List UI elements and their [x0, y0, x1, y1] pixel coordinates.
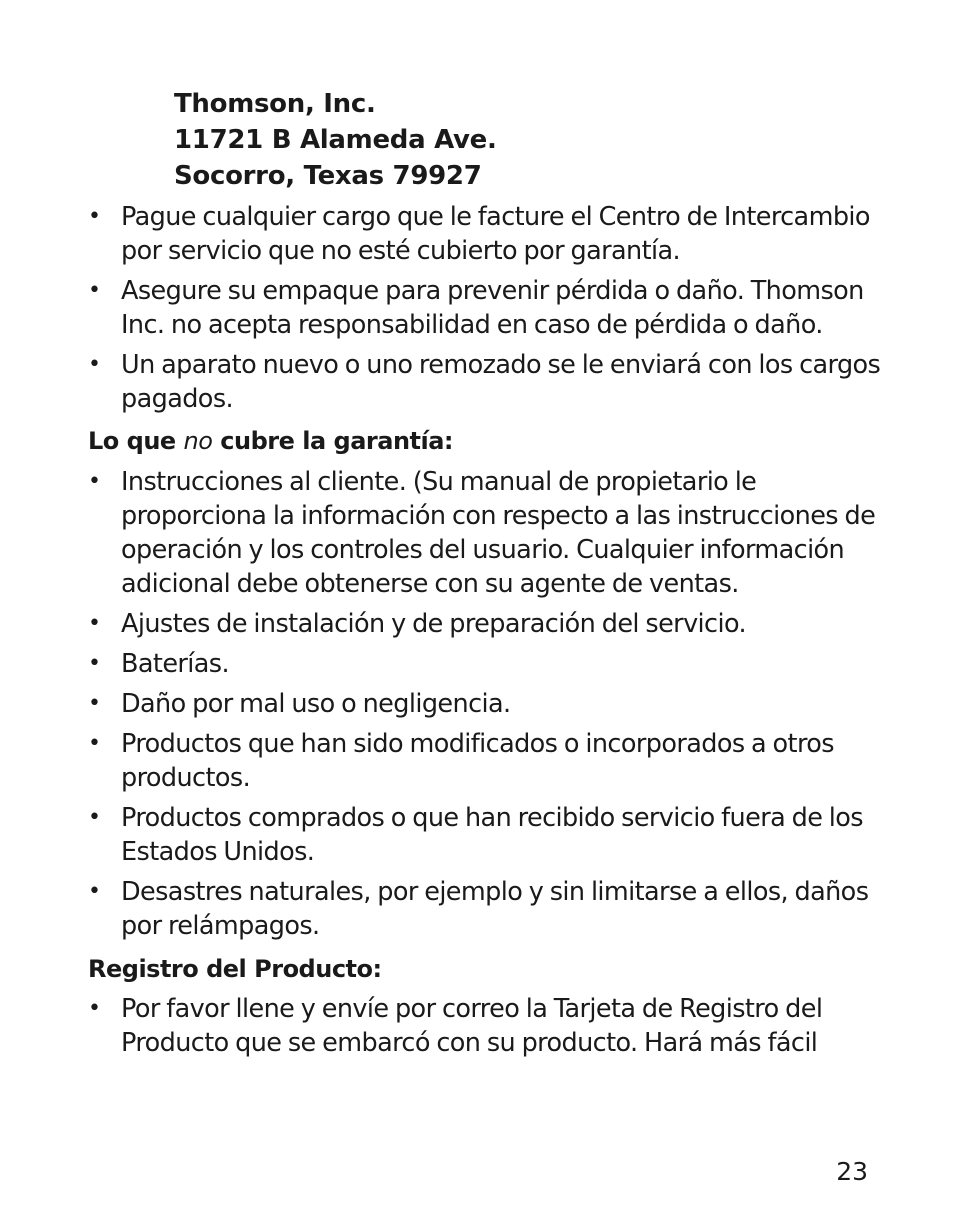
- bullet: •: [88, 469, 101, 494]
- list-item-text: Pague cualquier cargo que le facture el Centro de Intercambio por servicio que no esté cubierto por garantía.: [121, 202, 870, 266]
- list-item-text: Productos que han sido modificados o incorporados a otros productos.: [121, 729, 834, 793]
- registration-list: [88, 992, 888, 1066]
- list-item: [88, 687, 888, 721]
- heading-not-covered-prefix: Lo que: [88, 427, 184, 455]
- list-item: [88, 647, 888, 681]
- list-item-text: Ajustes de instalación y de preparación del servicio.: [121, 609, 747, 639]
- list-item: [88, 274, 888, 342]
- list-item-text: Instrucciones al cliente. (Su manual de propietario le proporciona la información con respecto a las instrucciones de operación y los controles del usuario. Cualquier información adicional debe obtenerse con su agente de ventas.: [121, 467, 876, 599]
- list-item-text: Un aparato nuevo o uno remozado se le enviará con los cargos pagados.: [121, 350, 881, 414]
- list-item-text: Por favor llene y envíe por correo la Tarjeta de Registro del Producto que se embarcó con su producto. Hará más fácil: [121, 994, 823, 1058]
- heading-not-covered-suffix: cubre la garantía:: [212, 427, 454, 455]
- bullet: •: [88, 879, 101, 904]
- list-item: [88, 200, 888, 268]
- bullet: •: [88, 278, 101, 303]
- heading-registration: Registro del Producto:: [88, 955, 382, 983]
- list-item: [88, 607, 888, 641]
- heading-not-covered: [88, 424, 453, 458]
- page-number: 23: [836, 1157, 868, 1186]
- list-item-text: Asegure su empaque para prevenir pérdida o daño. Thomson Inc. no acepta responsabilidad en caso de pérdida o daño.: [121, 276, 864, 340]
- return-address: [174, 86, 497, 194]
- bullet: •: [88, 204, 101, 229]
- list-item: [88, 348, 888, 416]
- address-line-city: Socorro, Texas 79927: [174, 161, 482, 191]
- bullet: •: [88, 805, 101, 830]
- list-item: [88, 727, 888, 795]
- heading-not-covered-emphasis: no: [183, 427, 213, 455]
- not-covered-list: [88, 465, 888, 949]
- list-item-text: Productos comprados o que han recibido servicio fuera de los Estados Unidos.: [121, 803, 863, 867]
- list-item: [88, 992, 888, 1060]
- bullet: •: [88, 731, 101, 756]
- bullet: •: [88, 996, 101, 1021]
- shipping-instructions-list: [88, 200, 888, 422]
- bullet: •: [88, 611, 101, 636]
- list-item: [88, 465, 888, 601]
- list-item-text: Desastres naturales, por ejemplo y sin limitarse a ellos, daños por relámpagos.: [121, 877, 869, 941]
- bullet: •: [88, 691, 101, 716]
- bullet: •: [88, 651, 101, 676]
- list-item-text: Daño por mal uso o negligencia.: [121, 689, 511, 719]
- list-item: [88, 801, 888, 869]
- bullet: •: [88, 352, 101, 377]
- list-item-text: Baterías.: [121, 649, 229, 679]
- address-line-company: Thomson, Inc.: [174, 89, 376, 119]
- address-line-street: 11721 B Alameda Ave.: [174, 125, 497, 155]
- list-item: [88, 875, 888, 943]
